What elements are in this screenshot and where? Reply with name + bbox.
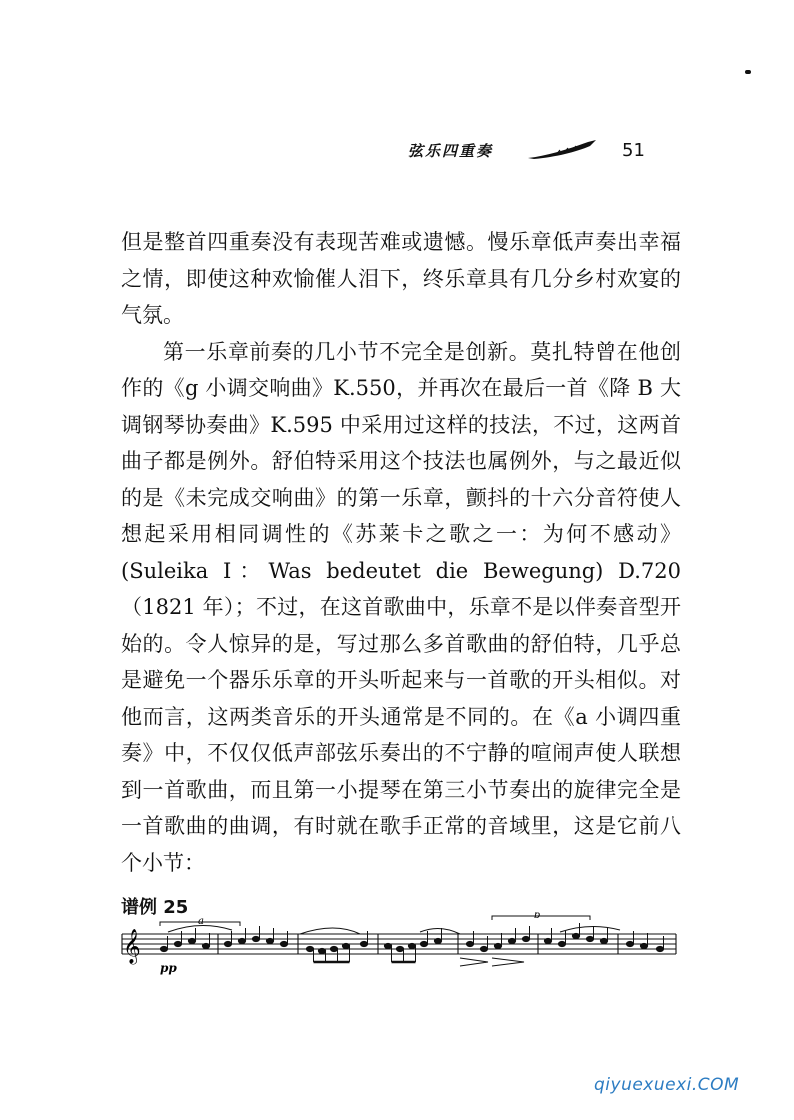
phrase-a-label: a <box>198 916 204 927</box>
phrase-brackets <box>160 916 590 926</box>
watermark: qiyuexuexi.COM <box>594 1075 740 1095</box>
page-number: 51 <box>622 140 645 161</box>
running-title: 弦乐四重奏 <box>408 142 494 160</box>
corner-mark <box>745 70 751 74</box>
running-head <box>408 138 668 168</box>
dynamic-marking: pp <box>160 961 177 975</box>
notes <box>160 923 663 962</box>
body-text <box>121 224 681 881</box>
slurs <box>168 925 620 934</box>
phrase-b-label: b <box>534 912 541 921</box>
treble-clef-icon: 𝄞 <box>123 929 141 964</box>
music-score <box>120 912 680 978</box>
paragraph-2: 第一乐章前奏的几小节不完全是创新。莫扎特曾在他创作的《g 小调交响曲》K.550，并再次在最后一首《降 B 大调钢琴协奏曲》K.595 中采用过这样的技法，不过，这两首曲子都是例外。舒伯特采用这个技法也属例外，与之最近似的是《未完成交响曲》的第一乐章，颤抖的十六分音符使人想起采用相同调性的《苏莱卡之歌之一：为何不感动》(Suleika I：Was bedeutet die Bewegung) D.720（1821 年）；不过，在这首歌曲中，乐章不是以伴奏音型开始的。令人惊异的是，写过那么多首歌曲的舒伯特，几乎总是避免一个器乐乐章的开头听起来与一首歌的开头相似。对他而言，这两类音乐的开头通常是不同的。在《a 小调四重奏》中，不仅仅低声部弦乐奏出的不宁静的喧闹声使人联想到一首歌曲，而且第一小提琴在第三小节奏出的旋律完全是一首歌曲的曲调，有时就在歌手正常的音域里，这是它前八个小节： <box>121 339 681 875</box>
example-label: 谱例 25 <box>121 897 189 918</box>
paragraph-1: 但是整首四重奏没有表现苦难或遗憾。慢乐章低声奏出幸福之情，即使这种欢愉催人泪下，终乐章具有几分乡村欢宴的气氛。 <box>121 230 681 327</box>
quill-ornament-icon <box>526 138 606 162</box>
hairpins <box>460 958 524 966</box>
